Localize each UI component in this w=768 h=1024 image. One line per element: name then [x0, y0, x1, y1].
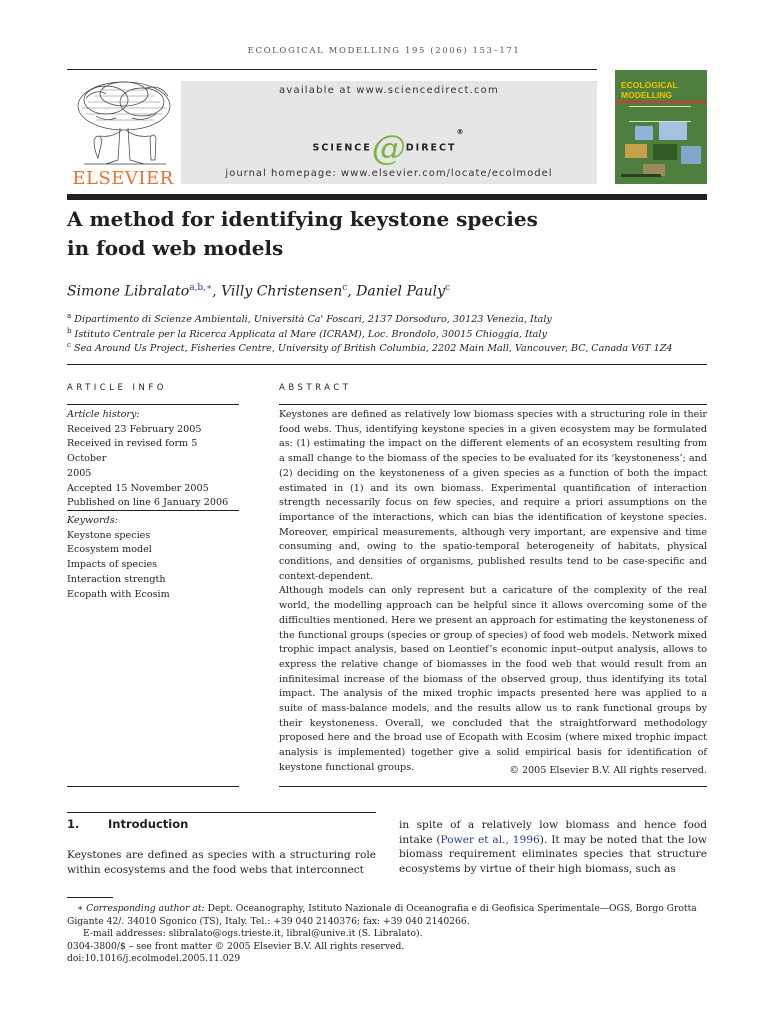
abstract-top-rule	[279, 404, 707, 405]
history-label: Article history:	[67, 409, 140, 420]
keywords-top-rule	[67, 510, 239, 511]
title-line-1: A method for identifying keystone species	[67, 207, 538, 231]
sciencedirect-logo	[181, 128, 597, 168]
author-name: Daniel Pauly	[356, 283, 445, 300]
front-matter: 0304-3800/$ – see front matter © 2005 Elsevier B.V. All rights reserved.	[67, 940, 405, 952]
affiliation-text: Sea Around Us Project, Fisheries Centre, University of British Columbia, 2202 Main Mall, Vancouver, BC, Canada V6T 1Z4	[73, 343, 673, 355]
sd-at-icon: @	[371, 128, 406, 168]
affiliation-mark: b	[67, 327, 72, 335]
cover-red-bar	[615, 101, 707, 103]
author-name: Villy Christensen	[221, 283, 343, 300]
author-name: Simone Libralato	[67, 283, 190, 300]
cover-photo-4	[653, 144, 677, 160]
article-info-bottom-rule	[67, 786, 239, 787]
history-item: Received 23 February 2005	[67, 423, 202, 435]
keyword-item: Ecopath with Ecosim	[67, 588, 170, 600]
keywords-label: Keywords:	[67, 515, 118, 526]
cover-photo-5	[681, 146, 701, 164]
intro-column-left: Keystones are defined as species with a structuring role within ecosystems and the food webs that interconnect	[67, 849, 376, 876]
affiliation-mark: c	[67, 341, 71, 349]
keyword-item: Ecosystem model	[67, 544, 152, 556]
history-item: Received in revised form 5 October	[67, 438, 198, 465]
cover-footer-strip	[621, 174, 661, 177]
author-list: Simone Libralato$^{a,b,∗}$, Villy Christensen$^c$, Daniel Pauly$^c$	[67, 283, 451, 300]
title-top-rule	[67, 194, 707, 200]
affiliation-text: Dipartimento di Scienze Ambientali, Università Ca' Foscari, 2137 Dorsoduro, 30123 Venezia, Italy	[74, 314, 552, 326]
history-item: 2005	[67, 467, 92, 479]
article-history	[67, 408, 239, 511]
article-info-rule	[67, 404, 239, 405]
cover-photo-1	[635, 126, 653, 140]
keyword-item: Interaction strength	[67, 573, 166, 585]
available-at-text: available at www.sciencedirect.com	[279, 85, 499, 96]
article-title	[67, 205, 538, 263]
journal-homepage[interactable]: journal homepage: www.elsevier.com/locate/ecolmodel	[225, 168, 553, 179]
cover-title-line1: ECOLOGICAL	[621, 80, 678, 90]
abstract-paragraph: Although models can only represent but a caricature of the complexity of the real world, the modelling approach can be helpful since it allows overcoming some of the difficulties mentioned. Here we present an approach for estimating the keystoneness of the functional groups (species or group of species) of food web models. Network mixed trophic impact analysis, based on Leontief’s economic input–output analysis, allows to express the relative change of biomasses in the food web that would result from an infinitesimal increase of the biomass of the observed group, thus identifying its total impact. The analysis of the mixed trophic impacts presented here was applied to a suite of mass-balance models, and the results allow us to rank functional groups by their keystoneness. Overall, we concluded that the straightforward methodology proposed here and the broad use of Ecopath with Ecosim (where mixed trophic impact analysis is implemented) together give a solid empirical basis for identification of keystone functional groups.	[279, 585, 707, 773]
corresponding-author-note: ∗ Corresponding author at: Dept. Oceanography, Istituto Nazionale di Oceanografia e di Geofisica Sperimentale—OGS, Borgo Grotta Gigante 42/. 34010 Sgonico (TS), Italy. Tel.: +39 040 2140376; fax: +39 040 2140266.	[67, 903, 697, 927]
elsevier-wordmark: ELSEVIER	[72, 168, 174, 189]
cover-title-line2: MODELLING	[621, 90, 672, 100]
history-item: Published on line 6 January 2006	[67, 497, 229, 509]
header-rule	[67, 69, 597, 70]
affiliation-text: Istituto Centrale per la Ricerca Applicata al Mare (ICRAM), Loc. Brondolo, 30015 Chioggia, Italy	[74, 329, 547, 341]
cover-photo-3	[625, 144, 647, 158]
intro-top-rule	[67, 812, 376, 813]
citation-link[interactable]: Power et al., 1996	[440, 833, 540, 846]
cover-subtitle-lines	[629, 106, 691, 122]
keywords-block	[67, 514, 239, 602]
cover-photo-2	[659, 122, 687, 140]
sd-reg-mark: ®	[456, 128, 466, 136]
footnotes	[67, 903, 707, 966]
author-affiliation-mark[interactable]: a,b,∗	[189, 283, 213, 293]
author-affiliation-mark[interactable]: c	[445, 283, 451, 293]
intro-column-right	[399, 818, 707, 877]
intro-text: in spite of a relatively low biomass and hence food intake (	[399, 819, 707, 846]
history-item: Accepted 15 November 2005	[67, 482, 209, 494]
doi[interactable]: doi:10.1016/j.ecolmodel.2005.11.029	[67, 953, 241, 965]
section-number: 1.	[67, 817, 80, 831]
section-title: Introduction	[108, 817, 189, 831]
footnote-rule	[67, 897, 113, 898]
running-header: ECOLOGICAL MODELLING 195 (2006) 153–171	[247, 46, 521, 56]
abstract-copyright: © 2005 Elsevier B.V. All rights reserved.	[509, 765, 707, 776]
affiliation-mark: a	[67, 312, 72, 320]
abstract-paragraph: Keystones are defined as relatively low biomass species with a structuring role in their food webs. Thus, identifying keystone species in a given ecosystem may be formulated as: (1) estimating the impact on the different elements of an ecosystem resulting from a small change to the biomass of the species to be evaluated for its ‘keystoneness’; and (2) deciding on the keystoneness of a given species as a function of both the impact estimated in (1) and its own biomass. Experimental quantification of interaction strength necessarily focus on few species, and require a priori assumptions on the importance of the interactions, which can bias the identification of keystone species. Moreover, empirical measurements, although very important, are expensive and time consuming and, owing to the spatio-temporal heterogeneity of habitats, physical conditions, and densities of organisms, published results tend to be case-specific and context-dependent.	[279, 409, 707, 582]
keyword-item: Keystone species	[67, 529, 151, 541]
keyword-item: Impacts of species	[67, 559, 158, 571]
intro-text: ). It may be noted that the low biomass requirement eliminates species that structure ecosystems by virtue of their high biomass, such as	[399, 833, 707, 876]
abstract-body	[279, 408, 707, 776]
elsevier-tree-icon	[66, 78, 178, 168]
abstract-bottom-rule	[279, 786, 707, 787]
affiliation-c	[67, 338, 673, 356]
journal-cover	[615, 70, 707, 184]
email-addresses: E-mail addresses: slibralato@ogs.trieste.it, libral@unive.it (S. Libralato).	[83, 928, 423, 940]
author-affiliation-mark[interactable]: c	[342, 283, 348, 293]
sd-science-text: SCIENCE	[312, 142, 372, 154]
sd-direct-text: DIRECT	[405, 142, 457, 154]
article-info-heading: ARTICLE INFO	[67, 383, 167, 393]
abstract-heading: ABSTRACT	[279, 383, 352, 393]
title-line-2: in food web models	[67, 236, 284, 260]
section-heading-introduction	[67, 817, 188, 831]
affiliation-bottom-rule	[67, 364, 707, 365]
